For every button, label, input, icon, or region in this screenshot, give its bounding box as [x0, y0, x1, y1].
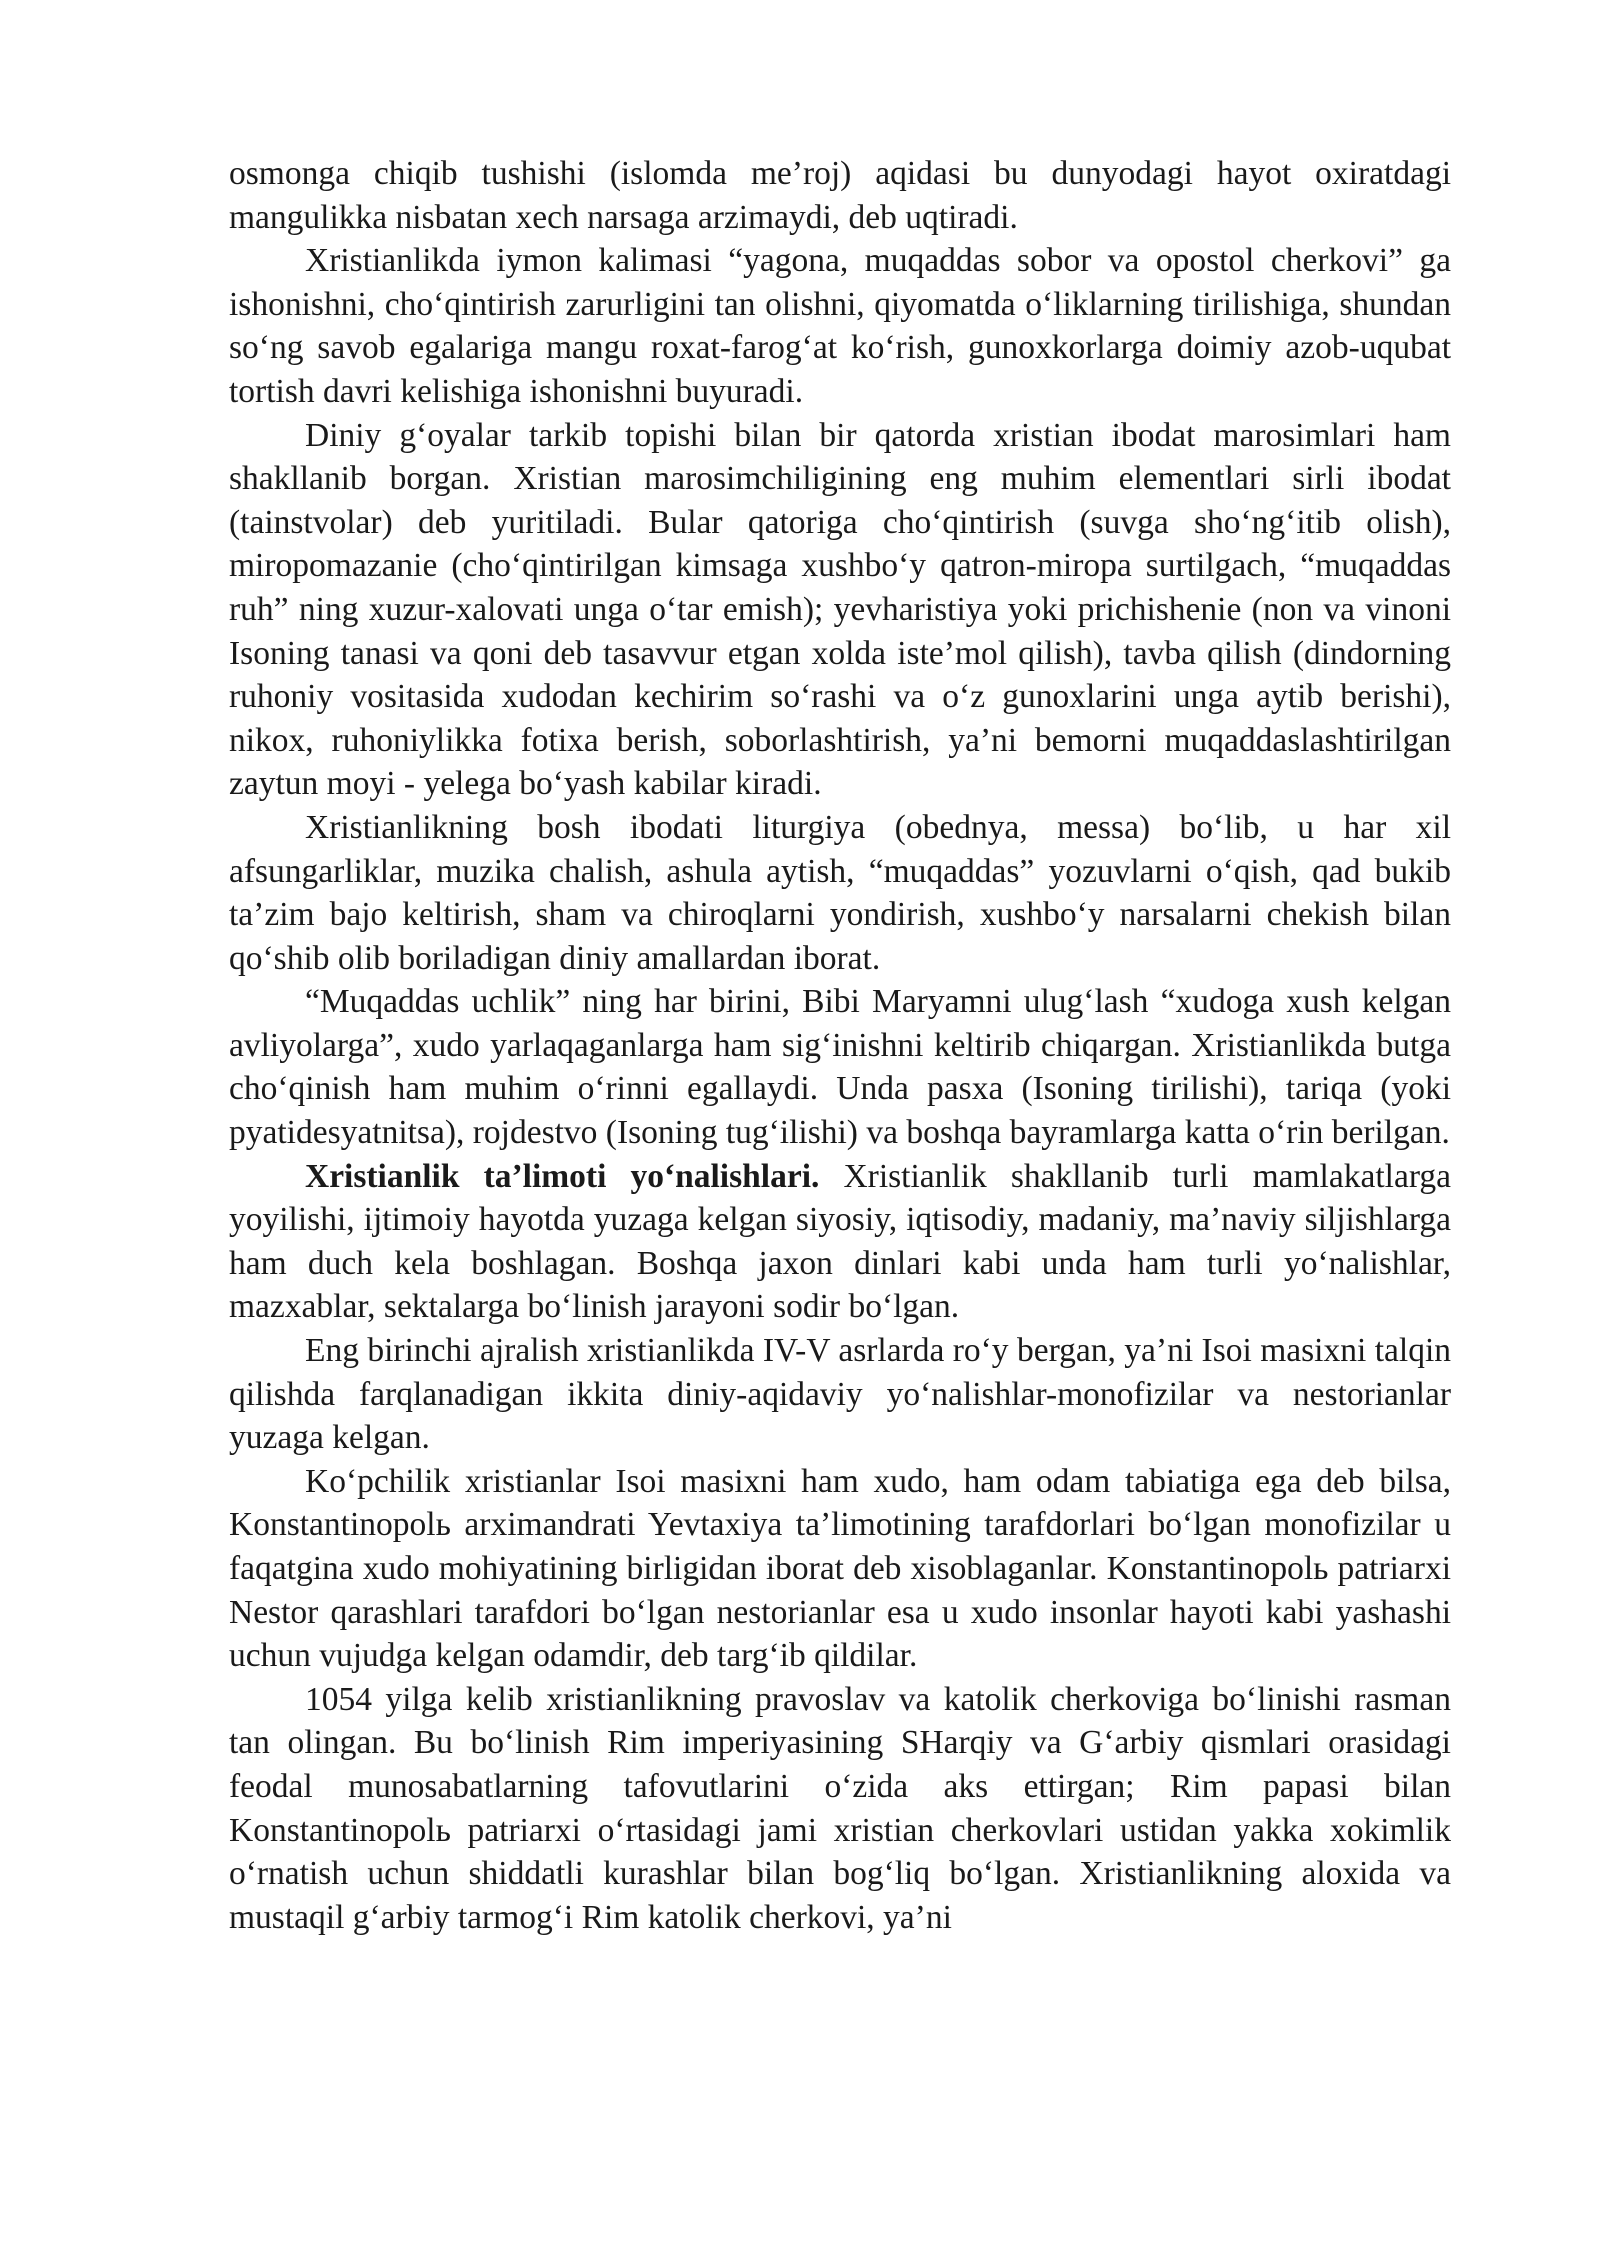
paragraph-3: Diniy g‘oyalar tarkib topishi bilan bir qatorda xristian ibodat marosimlari ham shakllanib borgan. Xristian marosimchiligining eng muhim elementlari sirli ibodat (tainstvolar) deb yuritiladi. Bular qatoriga cho‘qintirish (suvga sho‘ng‘itib olish), miropomazanie (cho‘qintirilgan kimsaga xushbo‘y qatron-miropa surtilgach, “muqaddas ruh” ning xuzur-xalovati unga o‘tar emish); yevharistiya yoki prichishenie (non va vinoni Isoning tanasi va qoni deb tasavvur etgan xolda iste’mol qilish), tavba qilish (dindorning ruhoniy vositasida xudodan kechirim so‘rashi va o‘z gunoxlarini unga aytib berishi), nikox, ruhoniylikka fotixa berish, soborlashtirish, ya’ni bemorni muqaddaslashtirilgan zaytun moyi - yelega bo‘yash kabilar kiradi. — [229, 416, 1451, 803]
paragraph-2: Xristianlikda iymon kalimasi “yagona, muqaddas sobor va opostol cherkovi” ga ishonishni, cho‘qintirish zarurligini tan olishni, qiyomatda o‘liklarning tirilishiga, shundan so‘ng savob egalariga mangu roxat-farog‘at ko‘rish, gunoxkorlarga doimiy azob-uqubat tortish davri kelishiga ishonishni buyuradi. — [229, 242, 1451, 410]
paragraph-1: osmonga chiqib tushishi (islomda me’roj) aqidasi bu dunyodagi hayot oxiratdagi mangulikka nisbatan xech narsaga arzimaydi, deb uqtiradi. — [229, 155, 1451, 236]
paragraph-6-text: Xristianlik shakllanib turli mamlakatlarga yoyilishi, ijtimoiy hayotda yuzaga kelgan siyosiy, iqtisodiy, madaniy, ma’naviy siljishlarga ham duch kela boshlagan. Boshqa jaxon dinlari kabi unda ham turli yo‘nalishlar, mazxablar, sektalarga bo‘linish jarayoni sodir bo‘lgan. — [229, 1157, 1451, 1326]
paragraph-9: 1054 yilga kelib xristianlikning pravoslav va katolik cherkoviga bo‘linishi rasman tan olingan. Bu bo‘linish Rim imperiyasining SHarqiy va G‘arbiy qismlari orasidagi feodal munosabatlarning tafovutlarini o‘zida aks ettirgan; Rim papasi bilan Konstantinopolь patriarxi o‘rtasidagi jami xristian cherkovlari ustidan yakka xokimlik o‘rnatish uchun shiddatli kurashlar bilan bog‘liq bo‘lgan. Xristianlikning aloxida va mustaqil g‘arbiy tarmog‘i Rim katolik cherkovi, ya’ni — [229, 1680, 1451, 1936]
paragraph-8: Ko‘pchilik xristianlar Isoi masixni ham xudo, ham odam tabiatiga ega deb bilsa, Konstantinopolь arximandrati Yevtaxiya ta’limotining tarafdorlari bo‘lgan monofizilar u faqatgina xudo mohiyatining birligidan iborat deb xisoblaganlar. Konstantinopolь patriarxi Nestor qarashlari tarafdori bo‘lgan nestorianlar esa u xudo insonlar hayoti kabi yashashi uchun vujudga kelgan odamdir, deb targ‘ib qildilar. — [229, 1462, 1451, 1675]
paragraph-6 — [229, 1155, 1451, 1329]
section-heading: Xristianlik ta’limoti yo‘nalishlari. — [305, 1157, 820, 1195]
paragraph-4: Xristianlikning bosh ibodati liturgiya (obednya, messa) bo‘lib, u har xil afsungarliklar, muzika chalish, ashula aytish, “muqaddas” yozuvlarni o‘qish, qad bukib ta’zim bajo keltirish, sham va chiroqlarni yondirish, xushbo‘y narsalarni chekish bilan qo‘shib olib boriladigan diniy amallardan iborat. — [229, 808, 1451, 977]
paragraph-7: Eng birinchi ajralish xristianlikda IV-V asrlarda ro‘y bergan, ya’ni Isoi masixni talqin qilishda farqlanadigan ikkita diniy-aqidaviy yo‘nalishlar-monofizilar va nestorianlar yuzaga kelgan. — [229, 1332, 1451, 1457]
document-page — [229, 152, 1451, 1939]
paragraph-5: “Muqaddas uchlik” ning har birini, Bibi Maryamni ulug‘lash “xudoga xush kelgan avliyolarga”, xudo yarlaqaganlarga ham sig‘inishni keltirib chiqargan. Xristianlikda butga cho‘qinish ham muhim o‘rinni egallaydi. Unda pasxa (Isoning tirilishi), tariqa (yoki pyatidesyatnitsa), rojdestvo (Isoning tug‘ilishi) va boshqa bayramlarga katta o‘rin berilgan. — [229, 983, 1451, 1152]
